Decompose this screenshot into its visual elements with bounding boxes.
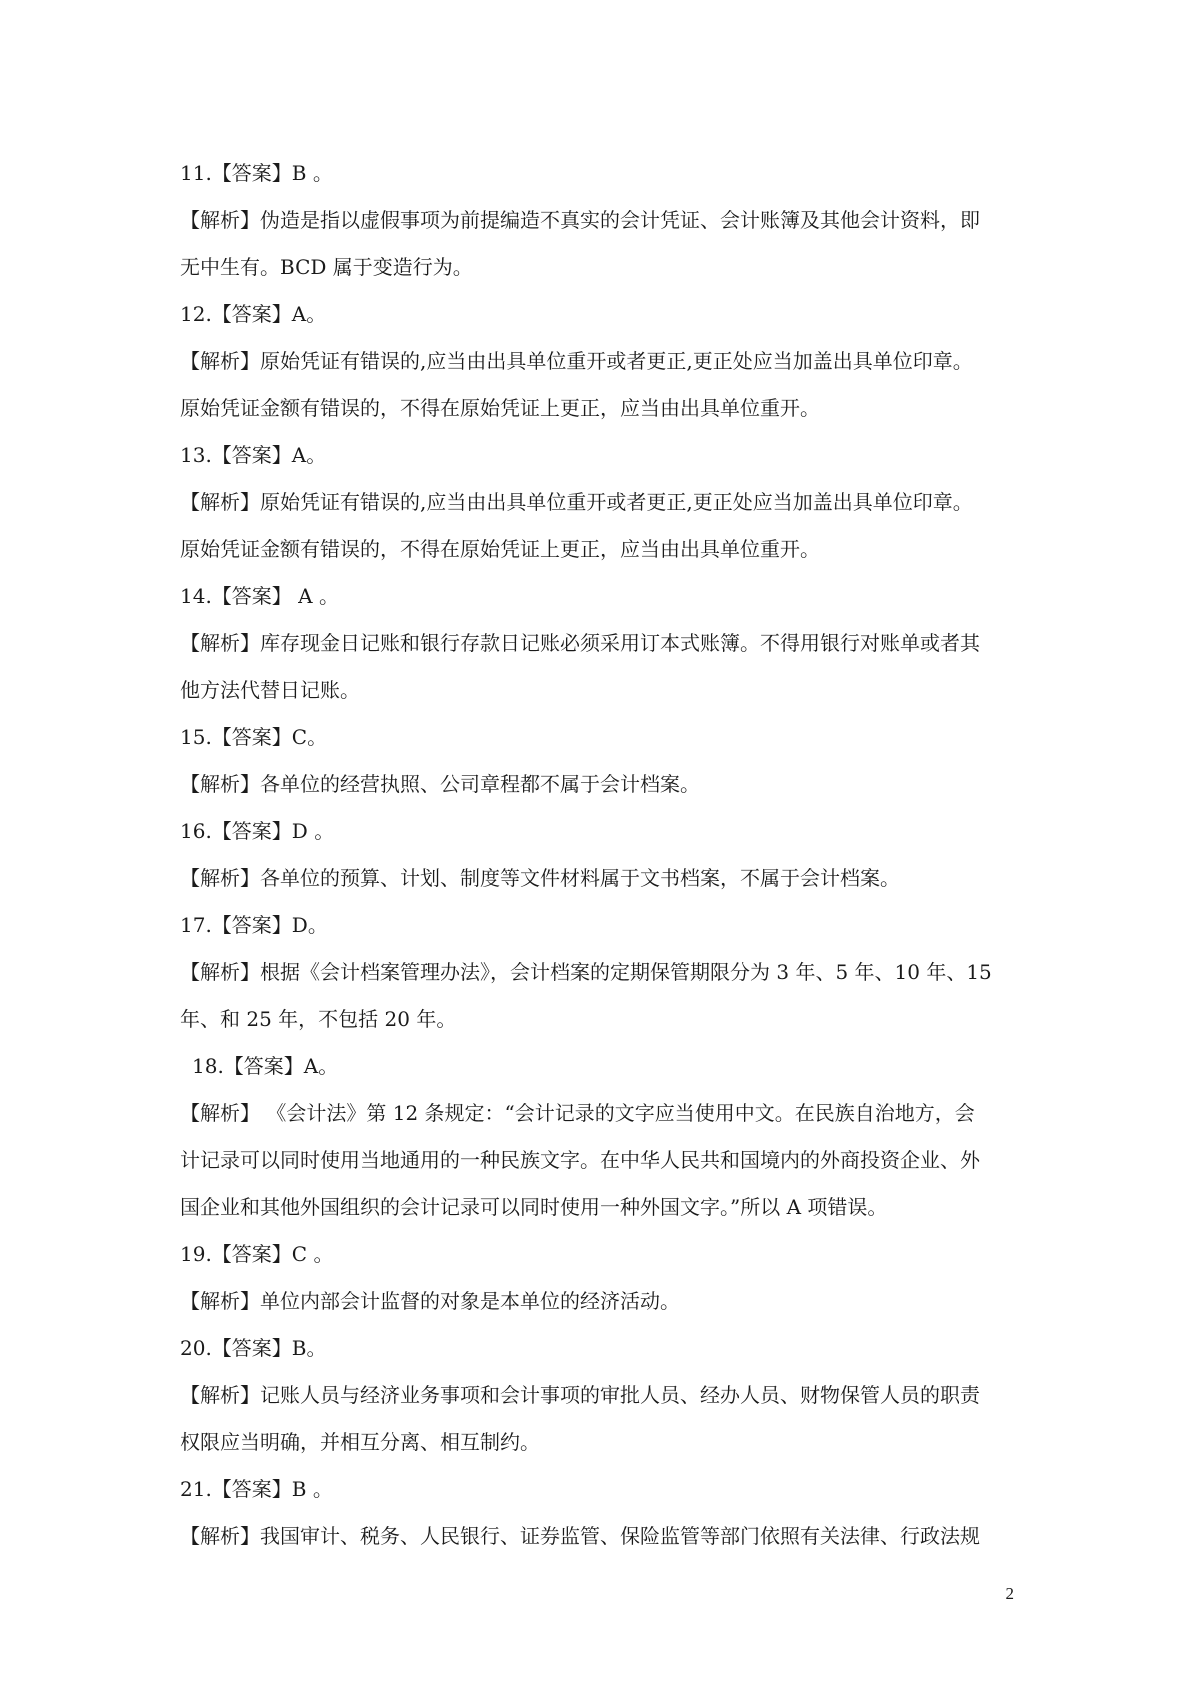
answer-line: 17.【答案】D。 (180, 913, 328, 937)
answer-content (180, 150, 1018, 1560)
answer-line: 13.【答案】A。 (180, 443, 327, 467)
analysis-line: 他方法代替日记账。 (180, 678, 360, 702)
analysis-line: 权限应当明确，并相互分离、相互制约。 (180, 1430, 540, 1454)
analysis-line: 国企业和其他外国组织的会计记录可以同时使用一种外国文字。”所以 A 项错误。 (180, 1195, 888, 1219)
answer-line: 16.【答案】D 。 (180, 819, 335, 843)
analysis-line: 【解析】各单位的预算、计划、制度等文件材料属于文书档案，不属于会计档案。 (180, 866, 900, 890)
answer-line: 15.【答案】C。 (180, 725, 328, 749)
analysis-line: 【解析】单位内部会计监督的对象是本单位的经济活动。 (180, 1289, 680, 1313)
analysis-line: 【解析】原始凭证有错误的,应当由出具单位重开或者更正,更正处应当加盖出具单位印章。 (180, 349, 973, 373)
page-number: 2 (1005, 1584, 1014, 1603)
analysis-line: 原始凭证金额有错误的，不得在原始凭证上更正，应当由出具单位重开。 (180, 537, 820, 561)
answer-line: 21.【答案】B 。 (180, 1477, 333, 1501)
analysis-line: 【解析】原始凭证有错误的,应当由出具单位重开或者更正,更正处应当加盖出具单位印章。 (180, 490, 973, 514)
answer-line: 11.【答案】B 。 (180, 161, 333, 185)
answer-line: 12.【答案】A。 (180, 302, 327, 326)
analysis-line: 【解析】根据《会计档案管理办法》，会计档案的定期保管期限分为 3 年、5 年、10 年、15 (180, 960, 992, 984)
answer-line: 18.【答案】A。 (192, 1054, 339, 1078)
answer-line: 20.【答案】B。 (180, 1336, 327, 1360)
answer-line: 14.【答案】 A 。 (180, 584, 339, 608)
analysis-line: 计记录可以同时使用当地通用的一种民族文字。在中华人民共和国境内的外商投资企业、外 (180, 1148, 980, 1172)
analysis-line: 【解析】我国审计、税务、人民银行、证券监管、保险监管等部门依照有关法律、行政法规 (180, 1524, 980, 1548)
analysis-line: 【解析】伪造是指以虚假事项为前提编造不真实的会计凭证、会计账簿及其他会计资料，即 (180, 208, 980, 232)
analysis-line: 原始凭证金额有错误的，不得在原始凭证上更正，应当由出具单位重开。 (180, 396, 820, 420)
answer-line: 19.【答案】C 。 (180, 1242, 334, 1266)
analysis-line: 【解析】各单位的经营执照、公司章程都不属于会计档案。 (180, 772, 700, 796)
analysis-line: 【解析】库存现金日记账和银行存款日记账必须采用订本式账簿。不得用银行对账单或者其 (180, 631, 980, 655)
analysis-line: 年、和 25 年，不包括 20 年。 (180, 1007, 457, 1031)
analysis-line: 无中生有。BCD 属于变造行为。 (180, 255, 473, 279)
analysis-line: 【解析】记账人员与经济业务事项和会计事项的审批人员、经办人员、财物保管人员的职责 (180, 1383, 980, 1407)
analysis-line: 【解析】 《会计法》第 12 条规定：“会计记录的文字应当使用中文。在民族自治地方，会 (180, 1101, 975, 1125)
